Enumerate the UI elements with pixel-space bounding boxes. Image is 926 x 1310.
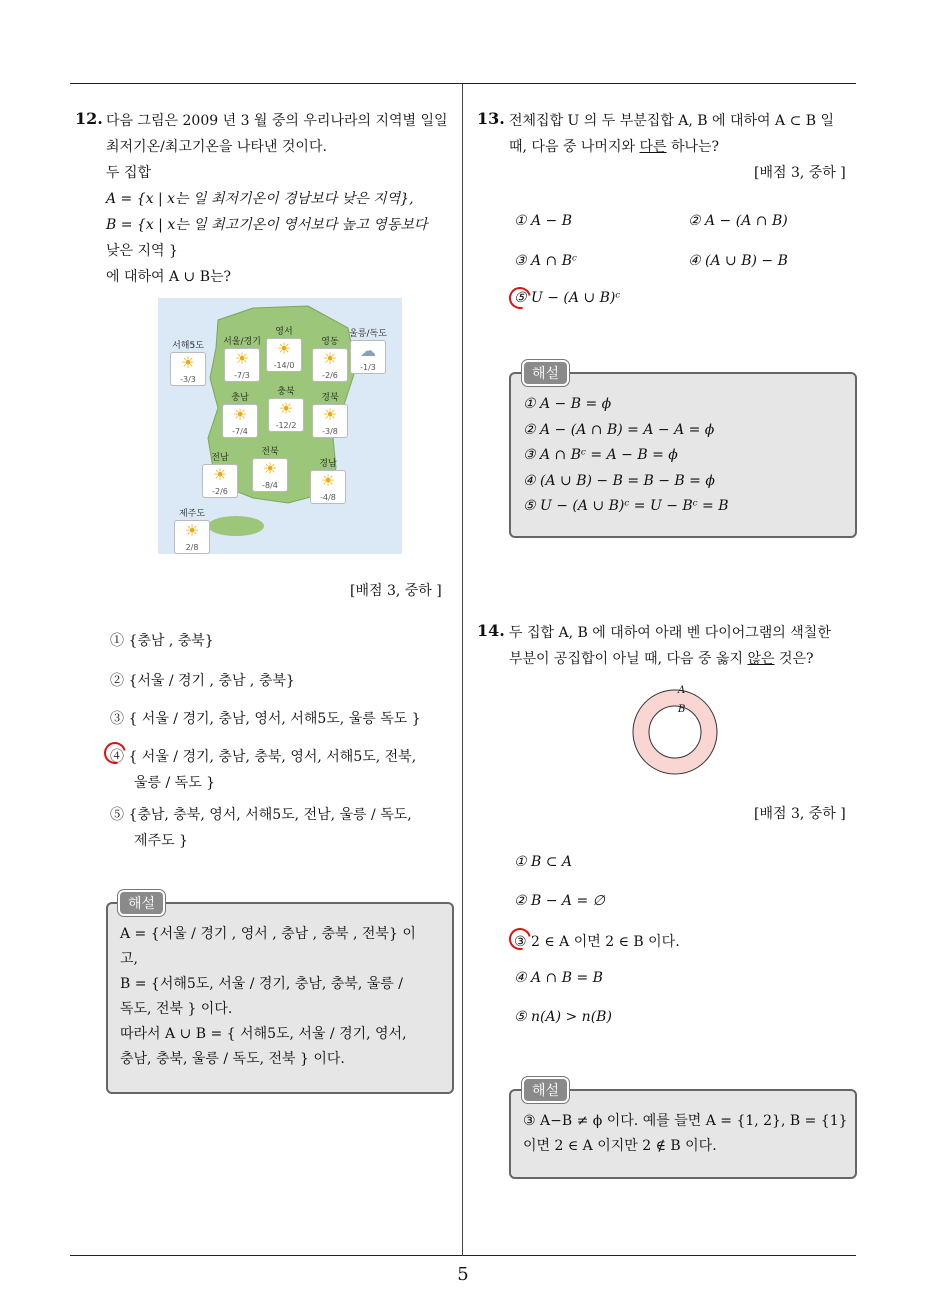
option-2[interactable]: ② B − A = ∅ — [514, 893, 605, 909]
option-3[interactable]: ③ { 서울 / 경기, 충남, 영서, 서해5도, 울릉 독도 } — [110, 711, 421, 727]
map-region-tile — [310, 470, 346, 504]
sun-icon: ☀ — [262, 459, 278, 478]
question-text-part: 때, 다음 중 나머지와 — [509, 139, 640, 155]
map-region-tile — [202, 464, 238, 498]
solution-box — [509, 372, 857, 538]
venn-set-b — [649, 706, 701, 758]
map-region-tile — [266, 338, 302, 372]
map-region-card — [264, 384, 308, 432]
map-region-temp: -4/8 — [320, 493, 336, 502]
map-region-temp: -12/2 — [275, 421, 297, 430]
map-region-card — [248, 444, 292, 492]
solution-line: B = {서해5도, 서울 / 경기, 충남, 충북, 울릉 / — [120, 976, 403, 992]
solution-box — [106, 902, 454, 1094]
map-region-temp: -14/0 — [273, 361, 295, 370]
question-number: 12. — [75, 109, 103, 128]
solution-tag: 해설 — [118, 890, 165, 916]
map-region-temp: -1/3 — [360, 363, 376, 372]
map-region-name: 울릉/독도 — [349, 329, 387, 339]
map-region-tile — [252, 458, 288, 492]
solution-line: ④ (A ∪ B) − B = B − B = ϕ — [523, 472, 715, 489]
map-region-tile — [350, 340, 386, 374]
map-region-tile — [312, 404, 348, 438]
option-3[interactable]: ③ 2 ∈ A 이면 2 ∈ B 이다. — [514, 934, 680, 950]
sun-icon: ☀ — [322, 405, 338, 424]
sun-icon: ☀ — [278, 399, 294, 418]
map-region-name: 서해5도 — [172, 341, 204, 351]
map-region-name: 충남 — [231, 393, 249, 403]
cloud-icon: ☁ — [360, 341, 376, 360]
question-text-part: 것은? — [774, 651, 814, 667]
map-region-tile — [268, 398, 304, 432]
solution-line: 따라서 A ∪ B = { 서해5도, 서울 / 경기, 영서, — [120, 1026, 407, 1042]
map-region-name: 전남 — [211, 453, 229, 463]
sun-icon: ☀ — [184, 521, 200, 540]
option-4[interactable]: ④ A ∩ B = B — [514, 970, 603, 986]
map-region-card — [218, 390, 262, 438]
map-region-temp: -7/4 — [232, 427, 248, 436]
option-2[interactable]: ② {서울 / 경기 , 충남 , 충북} — [110, 673, 295, 689]
sun-icon: ☀ — [322, 349, 338, 368]
map-region-temp: -3/8 — [322, 427, 338, 436]
option-5[interactable]: ⑤ n(A) > n(B) — [514, 1009, 612, 1025]
solution-line: 이면 2 ∈ A 이지만 2 ∉ B 이다. — [523, 1138, 717, 1154]
solution-tag: 해설 — [522, 1077, 569, 1103]
venn-label-b: B — [678, 704, 686, 715]
solution-line: ③ A−B ≠ ϕ 이다. 예를 들면 A = {1, 2}, B = {1} — [523, 1113, 848, 1129]
option-2[interactable]: ② A − (A ∩ B) — [688, 213, 788, 229]
set-b-definition: B = {x | x는 일 최고기온이 영서보다 높고 영동보다 — [106, 217, 428, 233]
question-text-part: 부분이 공집합이 아닐 때, 다음 중 옳지 — [509, 651, 748, 667]
solution-line: ⑤ U − (A ∪ B)ᶜ = U − Bᶜ = B — [523, 498, 729, 514]
map-region-name: 영서 — [275, 327, 293, 337]
map-region-name: 경북 — [321, 393, 339, 403]
solution-line: A = {서울 / 경기 , 영서 , 충남 , 충북 , 전북} 이 — [120, 926, 416, 942]
sun-icon: ☀ — [212, 465, 228, 484]
map-region-temp: 2/8 — [185, 543, 199, 552]
weather-map — [158, 298, 402, 554]
score-label: [배점 3, 중하 ] — [350, 583, 442, 599]
option-4[interactable]: ④ { 서울 / 경기, 충남, 충북, 영서, 서해5도, 전북, — [110, 749, 417, 765]
option-5[interactable]: ⑤ {충남, 충북, 영서, 서해5도, 전남, 울릉 / 독도, — [110, 807, 412, 823]
map-region-temp: -3/3 — [180, 375, 196, 384]
map-region-temp: -2/6 — [212, 487, 228, 496]
question-number: 13. — [477, 109, 505, 128]
solution-line: 독도, 전북 } 이다. — [120, 1001, 233, 1017]
sun-icon: ☀ — [276, 339, 292, 358]
solution-tag: 해설 — [522, 360, 569, 386]
solution-lines — [523, 392, 729, 520]
map-region-tile — [222, 404, 258, 438]
question-text: 두 집합 A, B 에 대하여 아래 벤 다이어그램의 색칠한 — [509, 625, 831, 641]
map-region-temp: -8/4 — [262, 481, 278, 490]
option-5[interactable]: ⑤ U − (A ∪ B)ᶜ — [514, 290, 621, 306]
question-text-part: 하나는? — [666, 139, 720, 155]
map-region-card — [308, 390, 352, 438]
page-number: 5 — [457, 1264, 469, 1285]
question-text: 최저기온/최고기온을 나타낸 것이다. — [106, 139, 327, 155]
map-region-card — [220, 334, 264, 382]
bottom-rule — [70, 1255, 856, 1256]
solution-lines — [120, 922, 416, 1072]
map-region-card — [346, 326, 390, 374]
underlined-word: 않은 — [747, 651, 775, 667]
map-region-card — [306, 456, 350, 504]
column-divider — [462, 84, 463, 1256]
map-region-tile — [224, 348, 260, 382]
underlined-word: 다른 — [639, 139, 667, 155]
option-1[interactable]: ① {충남 , 충북} — [110, 633, 214, 649]
option-1[interactable]: ① A − B — [514, 213, 573, 229]
question-text — [509, 136, 719, 156]
question-ask: 에 대하여 A ∪ B는? — [106, 269, 232, 285]
option-5-cont: 제주도 } — [134, 833, 188, 849]
question-text: 다음 그림은 2009 년 3 월 중의 우리나라의 지역별 일일 — [106, 113, 448, 129]
venn-label-a: A — [678, 685, 686, 696]
map-region-name: 전북 — [261, 447, 279, 457]
score-label: [배점 3, 중하 ] — [754, 806, 846, 822]
map-region-card — [198, 450, 242, 498]
option-4-cont: 울릉 / 독도 } — [134, 775, 216, 791]
map-region-name: 경남 — [319, 459, 337, 469]
question-text — [509, 648, 814, 668]
solution-line: ① A − B = ϕ — [523, 396, 612, 412]
map-region-name: 제주도 — [178, 509, 206, 519]
venn-diagram — [632, 682, 718, 778]
option-3[interactable]: ③ A ∩ Bᶜ — [514, 253, 577, 269]
map-region-card — [170, 506, 214, 554]
solution-line: ② A − (A ∩ B) = A − A = ϕ — [523, 421, 715, 438]
solution-lines — [523, 1109, 848, 1159]
sun-icon: ☀ — [232, 405, 248, 424]
set-b-definition: 낮은 지역 } — [106, 243, 178, 259]
map-region-tile — [174, 520, 210, 554]
map-region-temp: -7/3 — [234, 371, 250, 380]
option-1[interactable]: ① B ⊂ A — [514, 854, 573, 870]
map-region-card — [166, 338, 210, 386]
set-a-definition: A = {x | x는 일 최저기온이 경남보다 낮은 지역}, — [106, 191, 414, 207]
question-text: 전체집합 U 의 두 부분집합 A, B 에 대하여 A ⊂ B 일 — [509, 113, 835, 129]
top-rule — [70, 83, 856, 84]
map-region-name: 충북 — [277, 387, 295, 397]
map-region-name: 서울/경기 — [223, 337, 261, 347]
sun-icon: ☀ — [234, 349, 250, 368]
question-text: 두 집합 — [106, 165, 152, 181]
map-region-name: 영동 — [321, 337, 339, 347]
map-region-tile — [170, 352, 206, 386]
sun-icon: ☀ — [180, 353, 196, 372]
map-region-temp: -2/6 — [322, 371, 338, 380]
solution-line: 충남, 충북, 울릉 / 독도, 전북 } 이다. — [120, 1051, 345, 1067]
option-4[interactable]: ④ (A ∪ B) − B — [688, 253, 788, 269]
solution-line: ③ A ∩ Bᶜ = A − B = ϕ — [523, 447, 678, 463]
map-region-card — [262, 324, 306, 372]
score-label: [배점 3, 중하 ] — [754, 165, 846, 181]
question-number: 14. — [477, 621, 505, 640]
map-region-tile — [312, 348, 348, 382]
solution-line: 고, — [120, 951, 138, 967]
sun-icon: ☀ — [320, 471, 336, 490]
